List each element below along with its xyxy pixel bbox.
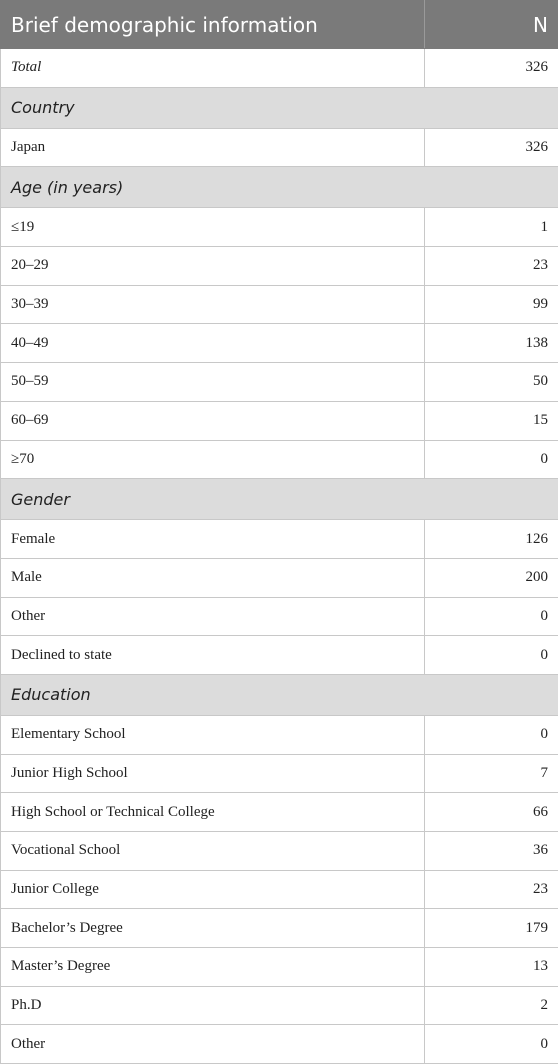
row-label: 50–59 — [1, 363, 425, 402]
table-row — [1, 128, 558, 167]
section-header-gender — [1, 479, 558, 520]
row-label: Bachelor’s Degree — [1, 909, 425, 948]
row-label: Other — [1, 597, 425, 636]
header-label: Brief demographic information — [1, 1, 425, 49]
row-value: 0 — [425, 636, 558, 675]
row-value: 23 — [425, 247, 558, 286]
table-row — [1, 597, 558, 636]
row-value: 0 — [425, 1025, 558, 1064]
header-row — [1, 1, 558, 49]
table-row — [1, 208, 558, 247]
row-label: 60–69 — [1, 401, 425, 440]
table-row — [1, 285, 558, 324]
table-row — [1, 986, 558, 1025]
total-label: Total — [1, 49, 425, 88]
row-value: 23 — [425, 870, 558, 909]
row-label: Junior High School — [1, 754, 425, 793]
table-row — [1, 324, 558, 363]
row-value: 126 — [425, 520, 558, 559]
row-value: 50 — [425, 363, 558, 402]
row-label: ≥70 — [1, 440, 425, 479]
table-row — [1, 558, 558, 597]
header-n: N — [425, 1, 558, 49]
section-header-country — [1, 87, 558, 128]
row-label: Other — [1, 1025, 425, 1064]
table-row — [1, 440, 558, 479]
row-label: 40–49 — [1, 324, 425, 363]
table-row — [1, 1025, 558, 1064]
table-row — [1, 754, 558, 793]
row-value: 1 — [425, 208, 558, 247]
row-value: 200 — [425, 558, 558, 597]
total-row — [1, 49, 558, 88]
row-label: Vocational School — [1, 832, 425, 871]
row-value: 0 — [425, 597, 558, 636]
table-row — [1, 520, 558, 559]
row-label: ≤19 — [1, 208, 425, 247]
section-title: Education — [1, 674, 558, 715]
row-value: 13 — [425, 948, 558, 987]
table-row — [1, 363, 558, 402]
row-value: 99 — [425, 285, 558, 324]
table-row — [1, 401, 558, 440]
table-row — [1, 909, 558, 948]
row-value: 2 — [425, 986, 558, 1025]
table-row — [1, 948, 558, 987]
row-value: 15 — [425, 401, 558, 440]
row-value: 179 — [425, 909, 558, 948]
row-value: 0 — [425, 440, 558, 479]
table-row — [1, 793, 558, 832]
row-label: Elementary School — [1, 715, 425, 754]
row-label: Ph.D — [1, 986, 425, 1025]
table-row — [1, 636, 558, 675]
row-label: Male — [1, 558, 425, 597]
section-title: Country — [1, 87, 558, 128]
row-label: 20–29 — [1, 247, 425, 286]
table-row — [1, 832, 558, 871]
section-header-education — [1, 674, 558, 715]
row-value: 7 — [425, 754, 558, 793]
section-title: Age (in years) — [1, 167, 558, 208]
section-header-age — [1, 167, 558, 208]
section-title: Gender — [1, 479, 558, 520]
row-value: 138 — [425, 324, 558, 363]
row-label: Declined to state — [1, 636, 425, 675]
row-label: Master’s Degree — [1, 948, 425, 987]
row-label: Japan — [1, 128, 425, 167]
row-label: 30–39 — [1, 285, 425, 324]
row-label: Female — [1, 520, 425, 559]
row-value: 36 — [425, 832, 558, 871]
table-row — [1, 247, 558, 286]
table-row — [1, 870, 558, 909]
total-value: 326 — [425, 49, 558, 88]
row-value: 66 — [425, 793, 558, 832]
row-label: Junior College — [1, 870, 425, 909]
row-value: 326 — [425, 128, 558, 167]
row-label: High School or Technical College — [1, 793, 425, 832]
table-row — [1, 715, 558, 754]
row-value: 0 — [425, 715, 558, 754]
